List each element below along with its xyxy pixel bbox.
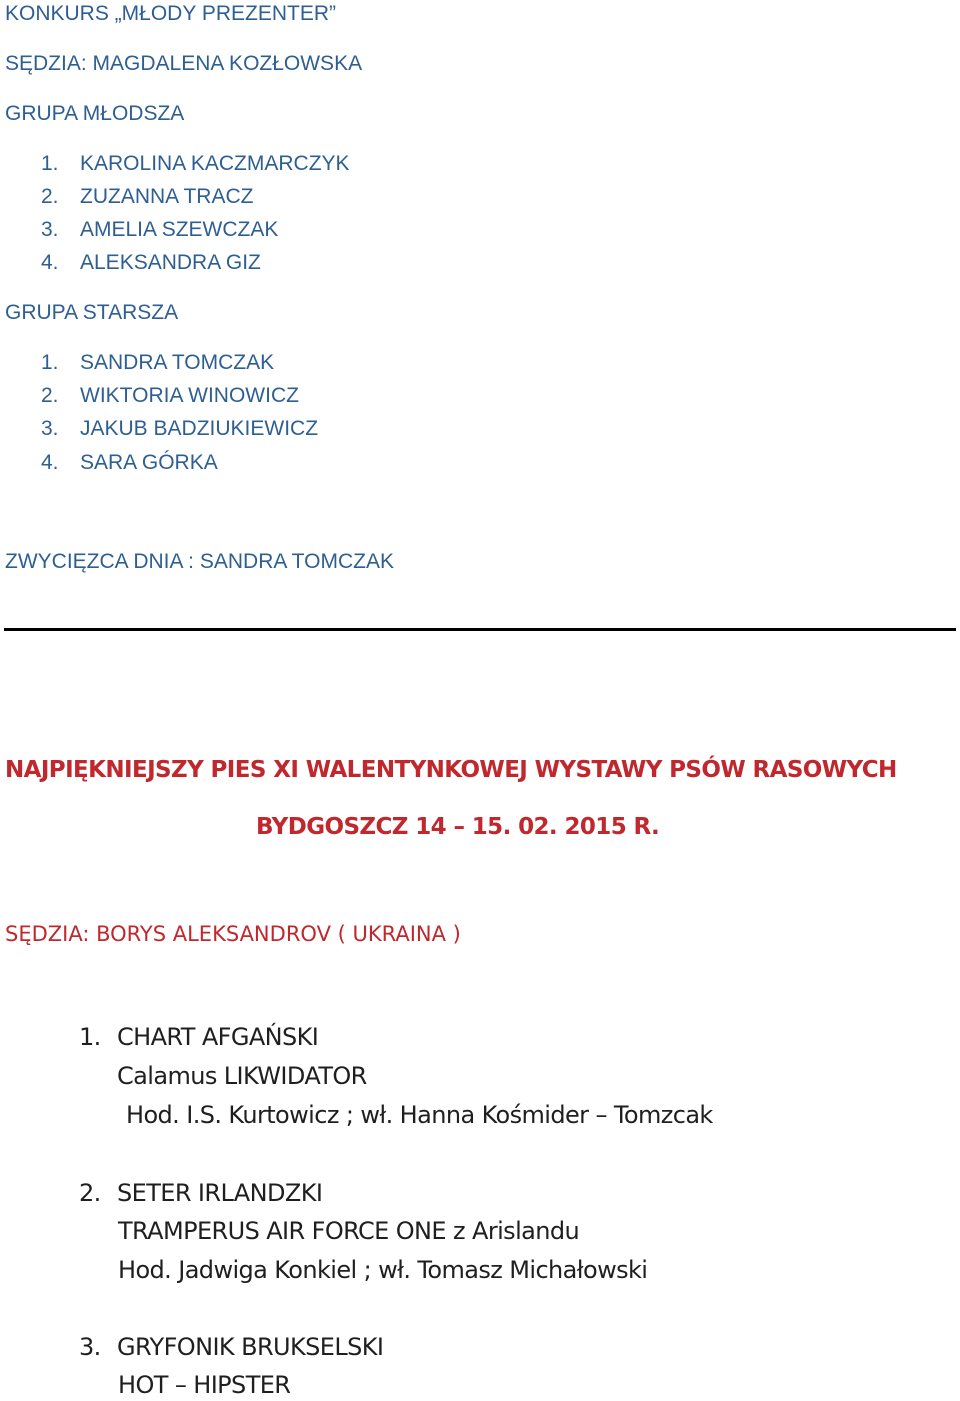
list-item-number: 4. [41, 451, 59, 474]
dog-owner: Hod. Jadwiga Konkiel ; wł. Tomasz Michałowski [118, 1256, 648, 1284]
list-item-name: ALEKSANDRA GIZ [80, 251, 261, 274]
list-item-number: 4. [41, 251, 59, 274]
list-item-name: KAROLINA KACZMARCZYK [80, 152, 350, 175]
section-divider [4, 628, 956, 631]
dog-breed: CHART AFGAŃSKI [117, 1023, 319, 1051]
dog-entry-number: 3. [79, 1333, 101, 1361]
show-judge: SĘDZIA: BORYS ALEKSANDROV ( UKRAINA ) [5, 922, 461, 946]
dog-entry-number: 2. [79, 1179, 101, 1207]
dog-breed: SETER IRLANDZKI [117, 1179, 323, 1207]
contest-judge: SĘDZIA: MAGDALENA KOZŁOWSKA [5, 52, 363, 75]
list-item-number: 1. [41, 351, 59, 374]
show-title: NAJPIĘKNIEJSZY PIES XI WALENTYNKOWEJ WYSTAWY PSÓW RASOWYCH [5, 757, 897, 783]
dog-entry-number: 1. [79, 1023, 101, 1051]
day-winner: ZWYCIĘZCA DNIA : SANDRA TOMCZAK [5, 550, 394, 573]
dog-owner: Hod. I.S. Kurtowicz ; wł. Hanna Kośmider – Tomzcak [126, 1101, 713, 1129]
dog-name: Calamus LIKWIDATOR [117, 1062, 367, 1090]
list-item-name: WIKTORIA WINOWICZ [80, 384, 299, 407]
list-item-number: 2. [41, 185, 59, 208]
older-group-label: GRUPA STARSZA [5, 301, 179, 324]
list-item-name: SARA GÓRKA [80, 451, 218, 474]
contest-title: KONKURS „MŁODY PREZENTER” [5, 2, 336, 25]
list-item-name: ZUZANNA TRACZ [80, 185, 254, 208]
dog-name: HOT – HIPSTER [118, 1371, 291, 1399]
list-item-name: AMELIA SZEWCZAK [80, 218, 279, 241]
dog-breed: GRYFONIK BRUKSELSKI [117, 1333, 384, 1361]
list-item-name: SANDRA TOMCZAK [80, 351, 275, 374]
younger-group-label: GRUPA MŁODSZA [5, 102, 185, 125]
list-item-number: 3. [41, 417, 59, 440]
list-item-name: JAKUB BADZIUKIEWICZ [80, 417, 319, 440]
dog-name: TRAMPERUS AIR FORCE ONE z Arislandu [118, 1217, 580, 1245]
show-date: BYDGOSZCZ 14 – 15. 02. 2015 R. [256, 814, 660, 840]
list-item-number: 3. [41, 218, 59, 241]
list-item-number: 2. [41, 384, 59, 407]
list-item-number: 1. [41, 152, 59, 175]
